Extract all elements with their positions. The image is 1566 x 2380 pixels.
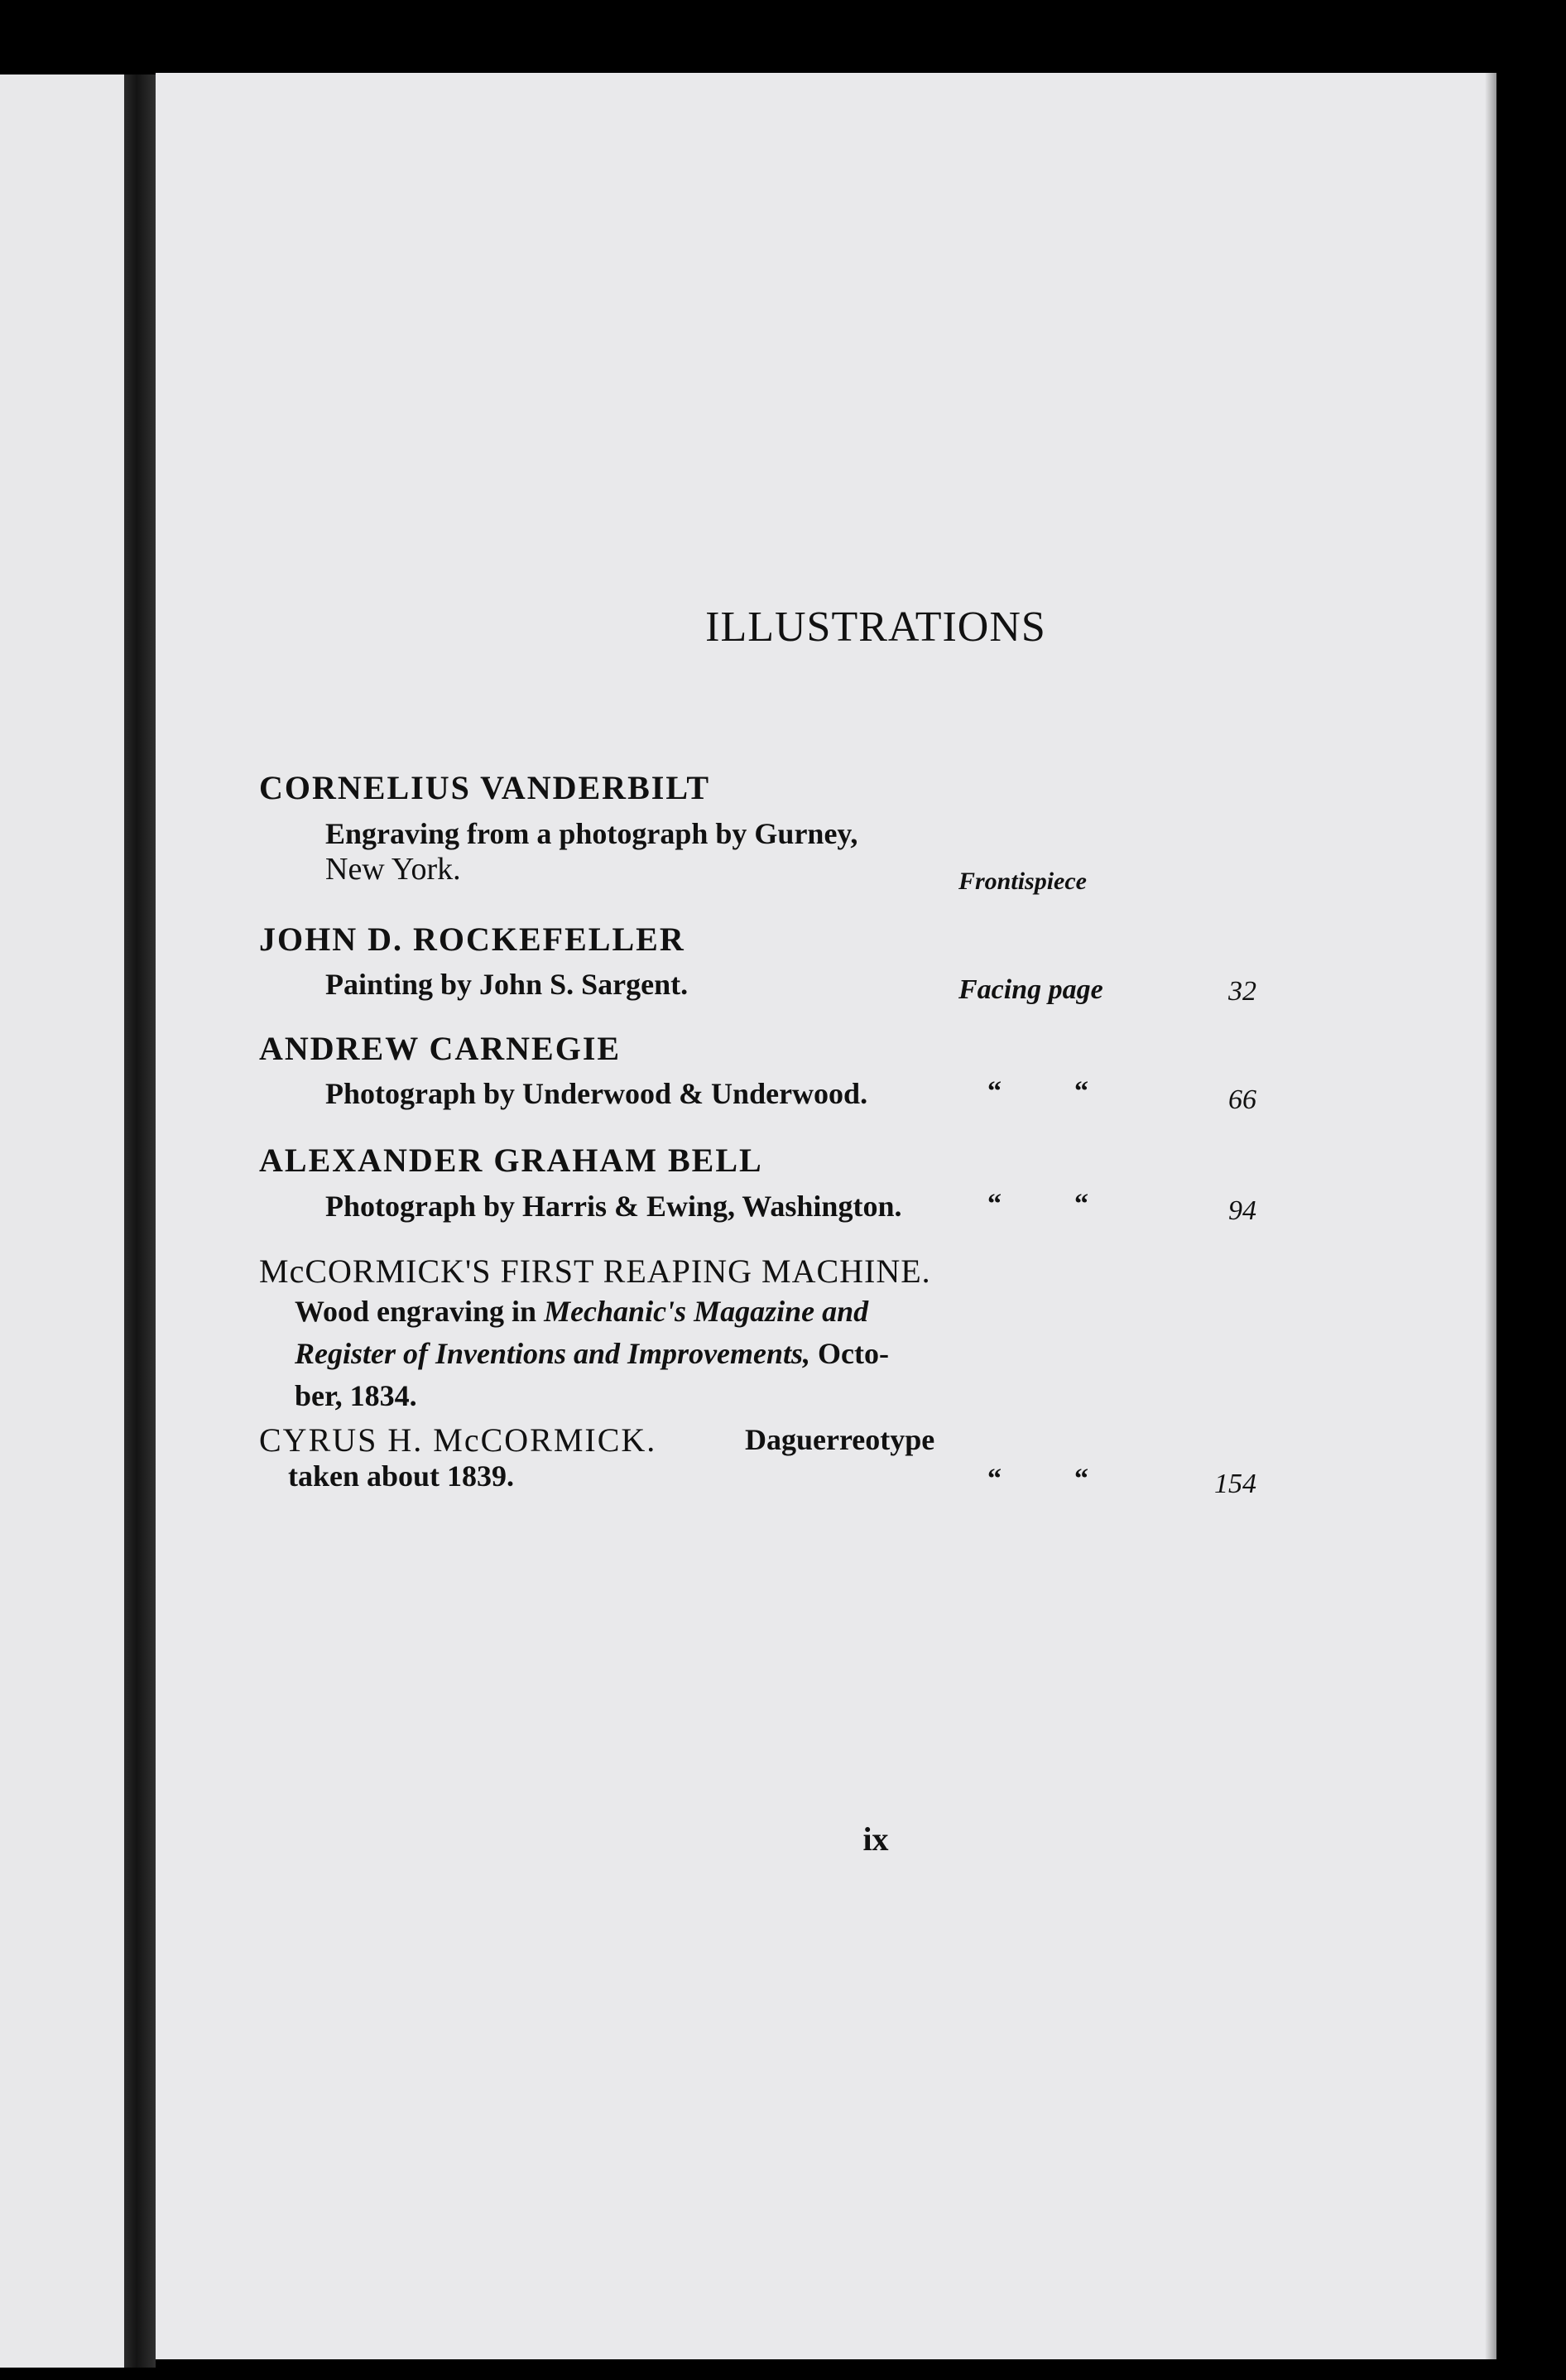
book-gutter xyxy=(124,75,156,2368)
entry-desc-reaper-line2-b: Octo- xyxy=(810,1337,890,1370)
entry-desc-reaper-line3: ber, 1834. xyxy=(295,1379,417,1412)
entry-desc-reaper-line1-b: Mechanic's Magazine and xyxy=(544,1295,869,1328)
entry-ditto-bell-1: “ xyxy=(987,1189,1002,1219)
page-heading: ILLUSTRATIONS xyxy=(705,603,1046,651)
entry-placement-vanderbilt: Frontispiece xyxy=(958,868,1087,895)
entry-desc-reaper-line1 xyxy=(295,1294,868,1329)
entry-title-rockefeller: JOHN D. ROCKEFELLER xyxy=(259,921,685,958)
entry-desc-bell: Photograph by Harris & Ewing, Washington. xyxy=(325,1190,902,1223)
entry-title-cyrus-mccormick: CYRUS H. McCORMICK. xyxy=(259,1421,657,1459)
entry-desc-vanderbilt-line1: Engraving from a photograph by Gurney, xyxy=(325,817,858,850)
entry-title-bell: ALEXANDER GRAHAM BELL xyxy=(259,1142,763,1179)
entry-desc-reaper-line1-a: Wood engraving in xyxy=(295,1295,545,1328)
book-page xyxy=(156,73,1496,2359)
entry-title-carnegie: ANDREW CARNEGIE xyxy=(259,1030,622,1067)
entry-desc-rockefeller: Painting by John S. Sargent. xyxy=(325,968,689,1001)
entry-ditto-bell-2: “ xyxy=(1074,1189,1088,1219)
entry-page-bell: 94 xyxy=(1228,1195,1256,1226)
entry-ditto-cyrus-1: “ xyxy=(987,1464,1002,1494)
entry-desc-reaper-line2 xyxy=(295,1336,889,1371)
entry-desc-cyrus-line2: taken about 1839. xyxy=(288,1459,515,1493)
entry-title-vanderbilt: CORNELIUS VANDERBILT xyxy=(259,769,710,806)
entry-page-rockefeller: 32 xyxy=(1228,976,1256,1007)
entry-page-cyrus-mccormick: 154 xyxy=(1214,1469,1256,1499)
entry-desc-reaper-line2-a: Register of Inventions and Improvements, xyxy=(295,1337,811,1370)
entry-desc-carnegie: Photograph by Underwood & Underwood. xyxy=(325,1077,868,1110)
entry-placement-rockefeller: Facing page xyxy=(958,974,1103,1005)
entry-page-carnegie: 66 xyxy=(1228,1084,1256,1115)
facing-page-edge xyxy=(0,75,124,2368)
entry-ditto-carnegie-2: “ xyxy=(1074,1076,1088,1107)
entry-desc-vanderbilt-line2: New York. xyxy=(325,852,461,887)
entry-ditto-carnegie-1: “ xyxy=(987,1076,1002,1107)
entry-title-reaper: McCORMICK'S FIRST REAPING MACHINE. xyxy=(259,1253,931,1290)
entry-desc-cyrus-inline: Daguerreotype xyxy=(745,1423,935,1456)
page-number: ix xyxy=(862,1820,889,1858)
entry-ditto-cyrus-2: “ xyxy=(1074,1464,1088,1494)
